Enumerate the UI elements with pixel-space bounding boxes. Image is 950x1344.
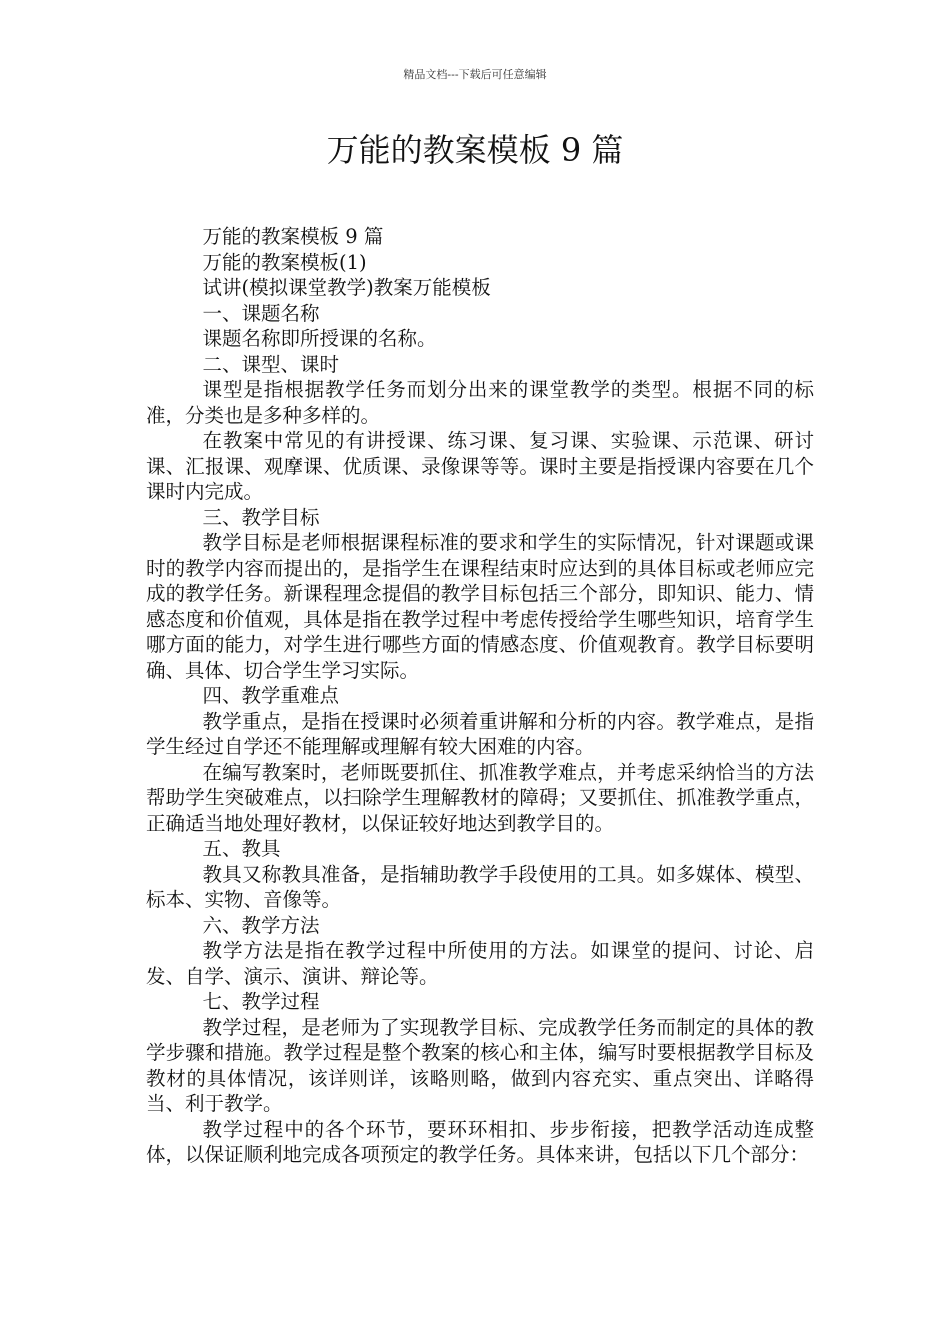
paragraph-lesson-type-2: 在教案中常见的有讲授课、练习课、复习课、实验课、示范课、研讨课、汇报课、观摩课、优质课、录像课等等。课时主要是指授课内容要在几个课时内完成。	[146, 429, 814, 503]
header-note: 精品文档---下载后可任意编辑	[403, 68, 547, 81]
paragraph-teaching-methods: 教学方法是指在教学过程中所使用的方法。如课堂的提问、讨论、启发、自学、演示、演讲、辩论等。	[146, 939, 814, 988]
section-heading-teaching-goals: 三、教学目标	[202, 505, 320, 529]
paragraph-key-points-1: 教学重点，是指在授课时必须着重讲解和分析的内容。教学难点，是指学生经过自学还不能理解或理解有较大困难的内容。	[146, 709, 814, 758]
document-title: 万能的教案模板 9 篇	[326, 131, 624, 169]
paragraph-template-name: 试讲(模拟课堂教学)教案万能模板	[202, 276, 491, 299]
paragraph-teaching-process-2: 教学过程中的各个环节，要环环相扣、步步衔接，把教学活动连成整体，以保证顺利地完成各项预定的教学任务。具体来讲，包括以下几个部分：	[146, 1117, 814, 1166]
section-heading-lesson-type: 二、课型、课时	[202, 352, 340, 376]
section-heading-teaching-aids: 五、教具	[202, 837, 281, 860]
paragraph-template-subtitle: 万能的教案模板(1)	[202, 250, 367, 274]
paragraph-topic-name: 课题名称即所授课的名称。	[202, 327, 437, 350]
paragraph-key-points-2: 在编写教案时，老师既要抓住、抓准教学难点，并考虑采纳恰当的方法帮助学生突破难点，以扫除学生理解教材的障碍；又要抓住、抓准教学重点，正确适当地处理好教材，以保证较好地达到教学目的。	[146, 760, 814, 835]
paragraph-lesson-type-1: 课型是指根据教学任务而划分出来的课堂教学的类型。根据不同的标准，分类也是多种多样的。	[146, 378, 814, 427]
section-heading-teaching-methods: 六、教学方法	[202, 913, 320, 937]
paragraph-doc-title-repeat: 万能的教案模板 9 篇	[202, 225, 384, 248]
section-heading-teaching-process: 七、教学过程	[202, 990, 320, 1013]
section-heading-topic-name: 一、课题名称	[202, 301, 320, 325]
paragraph-teaching-process-1: 教学过程，是老师为了实现教学目标、完成教学任务而制定的具体的教学步骤和措施。教学过程是整个教案的核心和主体，编写时要根据教学目标及教材的具体情况，该详则详，该略则略，做到内容充实、重点突出、详略得当、利于教学。	[146, 1015, 814, 1115]
paragraph-teaching-aids: 教具又称教具准备，是指辅助教学手段使用的工具。如多媒体、模型、标本、实物、音像等。	[146, 862, 814, 911]
document-body	[146, 224, 814, 1168]
paragraph-teaching-goals: 教学目标是老师根据课程标准的要求和学生的实际情况，针对课题或课时的教学内容而提出的，是指学生在课程结束时应达到的具体目标或老师应完成的教学任务。新课程理念提倡的教学目标包括三个部分，即知识、能力、情感态度和价值观，具体是指在教学过程中考虑传授给学生哪些知识，培育学生哪方面的能力，对学生进行哪些方面的情感态度、价值观教育。教学目标要明确、具体、切合学生学习实际。	[146, 531, 814, 682]
section-heading-key-points: 四、教学重难点	[202, 684, 340, 707]
